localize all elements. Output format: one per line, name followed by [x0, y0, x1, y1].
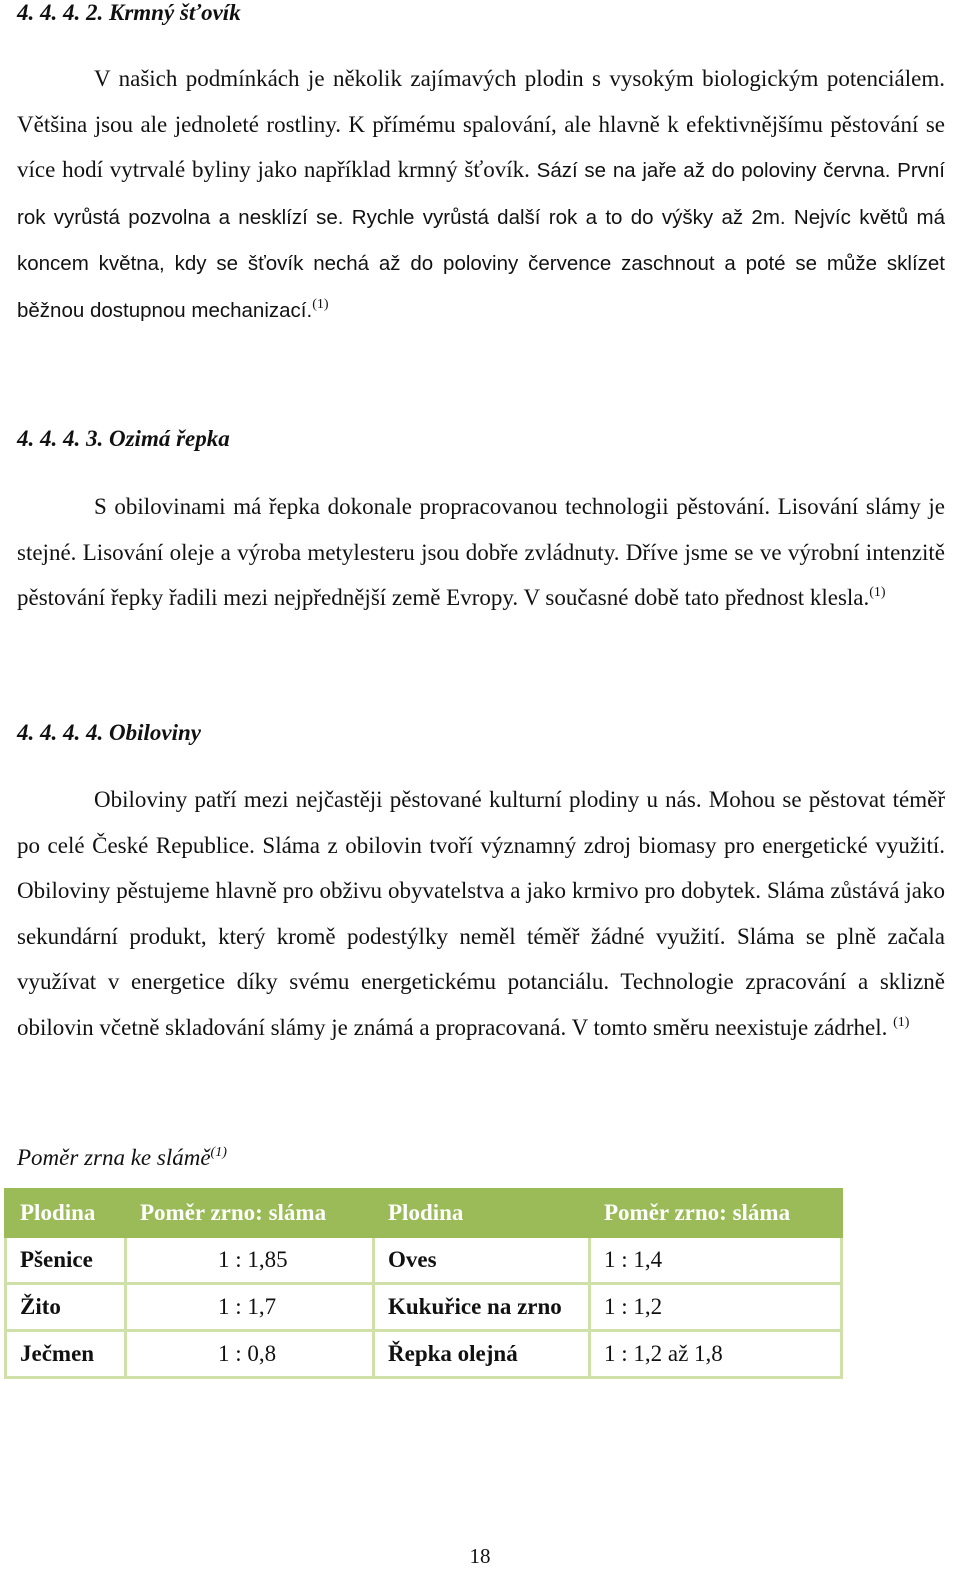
- table-row: [6, 1331, 842, 1378]
- reference-marker: (1): [312, 296, 329, 312]
- paragraph-ozima-repka-text: S obilovinami má řepka dokonale propracovanou technologii pěstování. Lisování slámy je stejné. Lisování oleje a výroba metylesteru jsou dobře zvládnuty. Dříve jsme se ve výrobní intenzitě pěstování řepky řadili mezi nejpřednější země Evropy. V současné době tato přednost klesla.: [17, 494, 945, 610]
- table-row: [6, 1237, 842, 1284]
- table-header-cell: Poměr zrno: sláma: [126, 1190, 374, 1237]
- table-header-cell: Plodina: [374, 1190, 590, 1237]
- paragraph-obiloviny-text: Obiloviny patří mezi nejčastěji pěstované kulturní plodiny u nás. Mohou se pěstovat téměř po celé České Republice. Sláma z obilovin tvoří významný zdroj biomasy pro energetické využití. Obiloviny pěstujeme hlavně pro obživu obyvatelstva a jako krmivo pro dobytek. Sláma zůstává jako sekundární produkt, který kromě podestýlky neměl téměř žádné využití. Sláma se plně začala využívat v energetice díky svému energetickému potanciálu. Technologie zpracování a sklizně obilovin včetně skladování slámy je známá a propracovaná. V tomto směru neexistuje zádrhel.: [17, 787, 945, 1040]
- table-caption-text: Poměr zrna ke slámě: [17, 1145, 211, 1170]
- paragraph-krmny-stovik-body: Sází se na jaře až do poloviny června. První rok vyrůstá pozvolna a nesklízí se. Rychle vyrůstá další rok a to do výšky až 2m. Nejvíc květů má koncem května, kdy se šťovík nechá až do poloviny července zaschnout a poté se může sklízet běžnou dostupnou mechanizací.: [17, 159, 945, 322]
- reference-marker: (1): [869, 585, 886, 600]
- reference-marker: (1): [893, 1014, 910, 1030]
- table-header-cell: Plodina: [6, 1190, 126, 1237]
- table-row: [6, 1284, 842, 1331]
- ratio-cell: 1 : 1,2 až 1,8: [590, 1331, 842, 1378]
- paragraph-ozima-repka: [17, 484, 945, 621]
- reference-marker: (1): [210, 1145, 227, 1160]
- heading-ozima-repka: 4. 4. 4. 3. Ozimá řepka: [17, 426, 230, 451]
- ratio-cell: 1 : 1,7: [126, 1284, 374, 1331]
- ratio-cell: 1 : 1,2: [590, 1284, 842, 1331]
- heading-obiloviny: 4. 4. 4. 4. Obiloviny: [17, 720, 201, 745]
- ratio-cell: 1 : 1,4: [590, 1237, 842, 1284]
- crop-name-cell: Pšenice: [6, 1237, 126, 1284]
- crop-name-cell: Žito: [6, 1284, 126, 1331]
- crop-name-cell: Oves: [374, 1237, 590, 1284]
- crop-name-cell: Ječmen: [6, 1331, 126, 1378]
- table-caption: [17, 1145, 227, 1171]
- ratio-cell: 1 : 0,8: [126, 1331, 374, 1378]
- crop-name-cell: Řepka olejná: [374, 1331, 590, 1378]
- grain-straw-ratio-table: [4, 1188, 843, 1379]
- paragraph-obiloviny: [17, 777, 945, 1050]
- heading-krmny-stovik: 4. 4. 4. 2. Krmný šťovík: [17, 0, 241, 25]
- crop-name-cell: Kukuřice na zrno: [374, 1284, 590, 1331]
- paragraph-krmny-stovik-lead: V našich podmínkách je několik zajímavých plodin s vysokým biologickým potenciálem. Většina jsou ale jednoleté rostliny. K přímému spalování, ale hlavně k efektivnějšímu pěstování se více hodí vytrvalé byliny jako například krmný šťovík.: [17, 66, 945, 182]
- paragraph-krmny-stovik: [17, 56, 945, 333]
- ratio-cell: 1 : 1,85: [126, 1237, 374, 1284]
- page-number: 18: [469, 1544, 491, 1568]
- table-header-cell: Poměr zrno: sláma: [590, 1190, 842, 1237]
- table-header-row: [6, 1190, 842, 1237]
